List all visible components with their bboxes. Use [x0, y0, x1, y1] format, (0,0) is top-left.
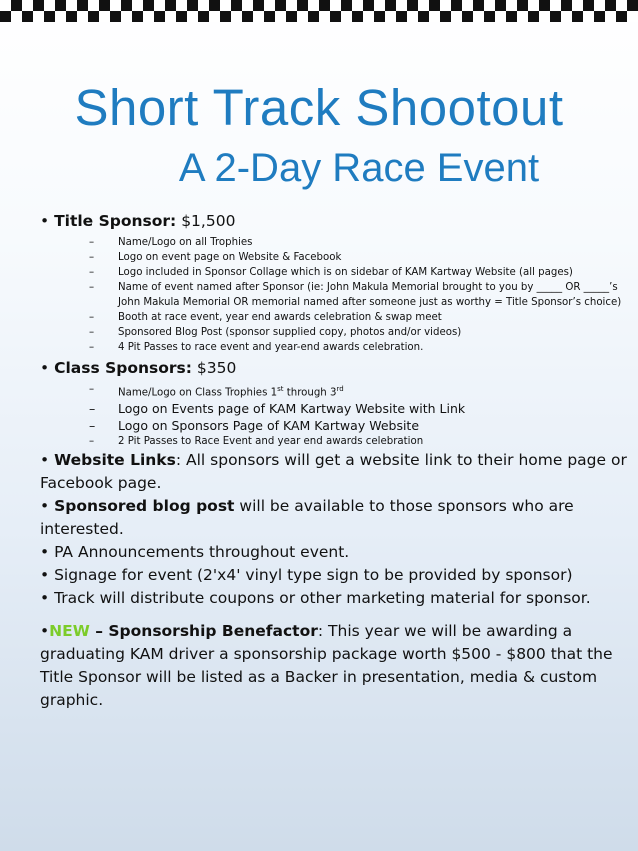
blog-post-paragraph: • Sponsored blog post will be available to those sponsors who are interested. [40, 497, 574, 539]
class-sponsors-price: $350 [191, 359, 237, 377]
class-sponsors-label: Class Sponsors: [54, 359, 192, 377]
new-badge: NEW [49, 622, 90, 641]
title-sponsor-item: – 4 Pit Passes to race event and year-end awards celebration. [89, 342, 424, 353]
checkered-flag-banner [0, 0, 638, 22]
website-links-label: Website Links [54, 451, 176, 470]
blog-post-label: Sponsored blog post [54, 497, 235, 516]
bullet-item: • PA Announcements throughout event. [40, 543, 350, 562]
bullet-item: • Signage for event (2'x4' vinyl type sign to be provided by sponsor) [40, 566, 573, 585]
bullet-item: • Track will distribute coupons or other marketing material for sponsor. [40, 589, 591, 608]
class-sponsor-item: – Logo on Events page of KAM Kartway Website with Link [89, 401, 466, 417]
title-sponsor-label: Title Sponsor: [54, 212, 177, 230]
title-sponsor-item: – Booth at race event, year end awards celebration & swap meet [89, 312, 442, 323]
title-sponsor-item: – Name/Logo on all Trophies [89, 237, 253, 248]
class-sponsor-item: – 2 Pit Passes to Race Event and year end awards celebration [89, 436, 424, 448]
title-sponsor-item: – Name of event named after Sponsor (ie: John Makula Memorial brought to you by _____ OR _____’s John Makula Memorial OR memorial named after someone just as worthy = Title Sponsor’s choice) [89, 282, 622, 308]
class-sponsor-item: – Name/Logo on Class Trophies 1st through 3rd [89, 384, 344, 399]
benefactor-paragraph: •NEW – Sponsorship Benefactor: This year we will be awarding a graduating KAM driver a sponsorship package worth $500 - $800 that the Title Sponsor will be listed as a Backer in presentation, media & custom graphic. [40, 622, 613, 710]
page-title: Short Track Shootout [74, 79, 564, 136]
title-sponsor-item: – Logo included in Sponsor Collage which is on sidebar of KAM Kartway Website (all pages) [89, 267, 573, 278]
page-subtitle: A 2-Day Race Event [178, 146, 540, 190]
class-sponsor-item: – Logo on Sponsors Page of KAM Kartway Website [89, 418, 420, 434]
title-sponsor-price: $1,500 [176, 212, 236, 230]
website-links-paragraph: • Website Links: All sponsors will get a website link to their home page or Facebook page. [40, 451, 627, 493]
title-sponsor-item: – Logo on event page on Website & Facebook [89, 252, 342, 263]
title-sponsor-item: – Sponsored Blog Post (sponsor supplied copy, photos and/or videos) [89, 327, 462, 338]
document-body [40, 210, 630, 712]
benefactor-label: – Sponsorship Benefactor [89, 622, 318, 641]
class-sponsors-heading: • Class Sponsors: $350 [40, 359, 237, 377]
title-sponsor-heading: • Title Sponsor: $1,500 [40, 212, 236, 230]
